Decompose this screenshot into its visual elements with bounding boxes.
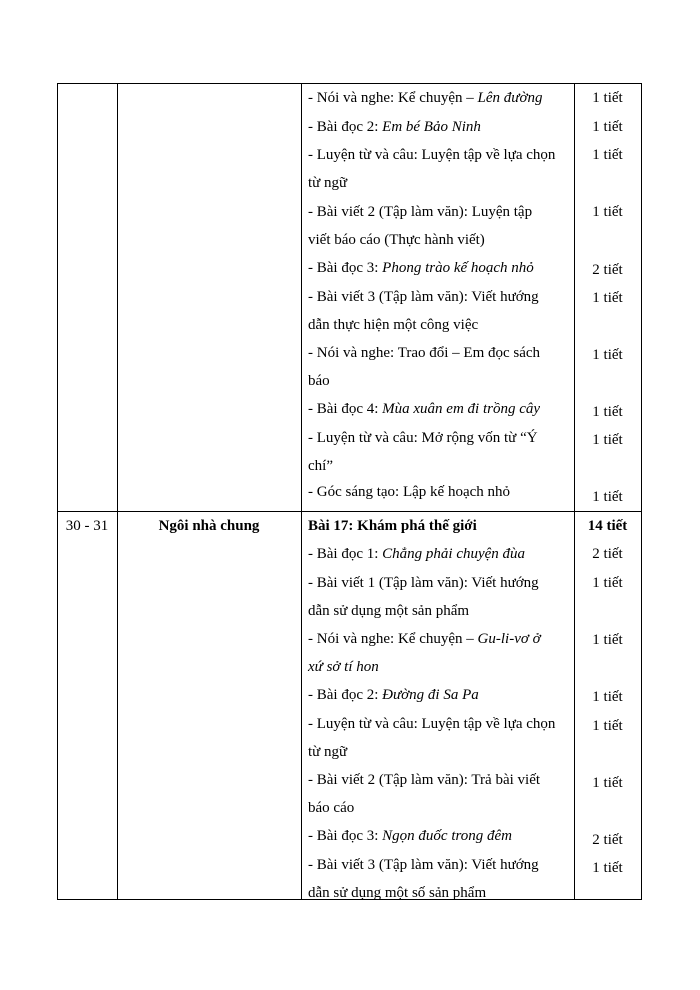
content-line: - Luyện từ và câu: Luyện tập về lựa chọn xyxy=(308,147,556,163)
period-count: 1 tiết xyxy=(592,718,623,734)
lesson-total-periods: 14 tiết xyxy=(587,518,628,534)
period-count: 1 tiết xyxy=(592,432,623,448)
period-count: 1 tiết xyxy=(592,119,623,135)
period-count: 2 tiết xyxy=(592,546,623,562)
content-line-continued: dẫn thực hiện một công việc xyxy=(308,317,479,333)
column-divider-week xyxy=(117,84,118,899)
table-border-right xyxy=(641,84,642,899)
period-count: 2 tiết xyxy=(592,262,623,278)
row-divider xyxy=(57,511,642,512)
period-count: 2 tiết xyxy=(592,832,623,848)
content-line-continued: từ ngữ xyxy=(308,175,348,191)
content-line: - Bài viết 2 (Tập làm văn): Trả bài viết xyxy=(308,772,541,788)
column-divider-theme xyxy=(301,84,302,899)
period-count: 1 tiết xyxy=(592,347,623,363)
lesson-title: Bài 17: Khám phá thế giới xyxy=(308,518,477,534)
content-line: - Bài đọc 1: Chẳng phải chuyện đùa xyxy=(308,546,526,562)
period-count: 1 tiết xyxy=(592,204,623,220)
content-line: - Nói và nghe: Kể chuyện – Lên đường xyxy=(308,90,543,106)
curriculum-table xyxy=(57,83,642,900)
content-line: - Bài đọc 2: Em bé Bảo Ninh xyxy=(308,119,481,135)
content-line: - Bài viết 2 (Tập làm văn): Luyện tập xyxy=(308,204,533,220)
content-line-continued: chí” xyxy=(308,458,333,474)
period-count: 1 tiết xyxy=(592,775,623,791)
content-line: - Nói và nghe: Kể chuyện – Gu-li-vơ ở xyxy=(308,631,541,647)
content-line: - Bài đọc 2: Đường đi Sa Pa xyxy=(308,687,479,703)
content-line: - Luyện từ và câu: Mở rộng vốn từ “Ý xyxy=(308,430,538,446)
period-count: 1 tiết xyxy=(592,860,623,876)
theme-name: Ngôi nhà chung xyxy=(158,518,260,534)
content-line: - Góc sáng tạo: Lập kế hoạch nhỏ xyxy=(308,484,511,500)
content-line-continued: báo xyxy=(308,373,330,389)
period-count: 1 tiết xyxy=(592,147,623,163)
week-range: 30 - 31 xyxy=(65,518,109,534)
content-line: - Nói và nghe: Trao đổi – Em đọc sách xyxy=(308,345,541,361)
period-count: 1 tiết xyxy=(592,489,623,505)
content-line: - Bài đọc 4: Mùa xuân em đi trồng cây xyxy=(308,401,541,417)
content-line: - Bài viết 3 (Tập làm văn): Viết hướng xyxy=(308,289,539,305)
content-line-continued: xứ sở tí hon xyxy=(308,659,379,675)
content-line-continued: dẫn sử dụng một số sản phẩm xyxy=(308,885,487,901)
period-count: 1 tiết xyxy=(592,632,623,648)
table-border-left xyxy=(57,84,58,899)
period-count: 1 tiết xyxy=(592,575,623,591)
content-line-continued: viết báo cáo (Thực hành viết) xyxy=(308,232,485,248)
content-line-continued: dẫn sử dụng một sản phẩm xyxy=(308,603,470,619)
period-count: 1 tiết xyxy=(592,90,623,106)
period-count: 1 tiết xyxy=(592,404,623,420)
period-count: 1 tiết xyxy=(592,290,623,306)
content-line: - Luyện từ và câu: Luyện tập về lựa chọn xyxy=(308,716,556,732)
content-line: - Bài viết 1 (Tập làm văn): Viết hướng xyxy=(308,575,539,591)
content-line: - Bài đọc 3: Phong trào kế hoạch nhỏ xyxy=(308,260,534,276)
period-count: 1 tiết xyxy=(592,689,623,705)
content-line-continued: từ ngữ xyxy=(308,744,348,760)
content-line: - Bài đọc 3: Ngọn đuốc trong đêm xyxy=(308,828,513,844)
content-line: - Bài viết 3 (Tập làm văn): Viết hướng xyxy=(308,857,539,873)
content-line-continued: báo cáo xyxy=(308,800,355,816)
